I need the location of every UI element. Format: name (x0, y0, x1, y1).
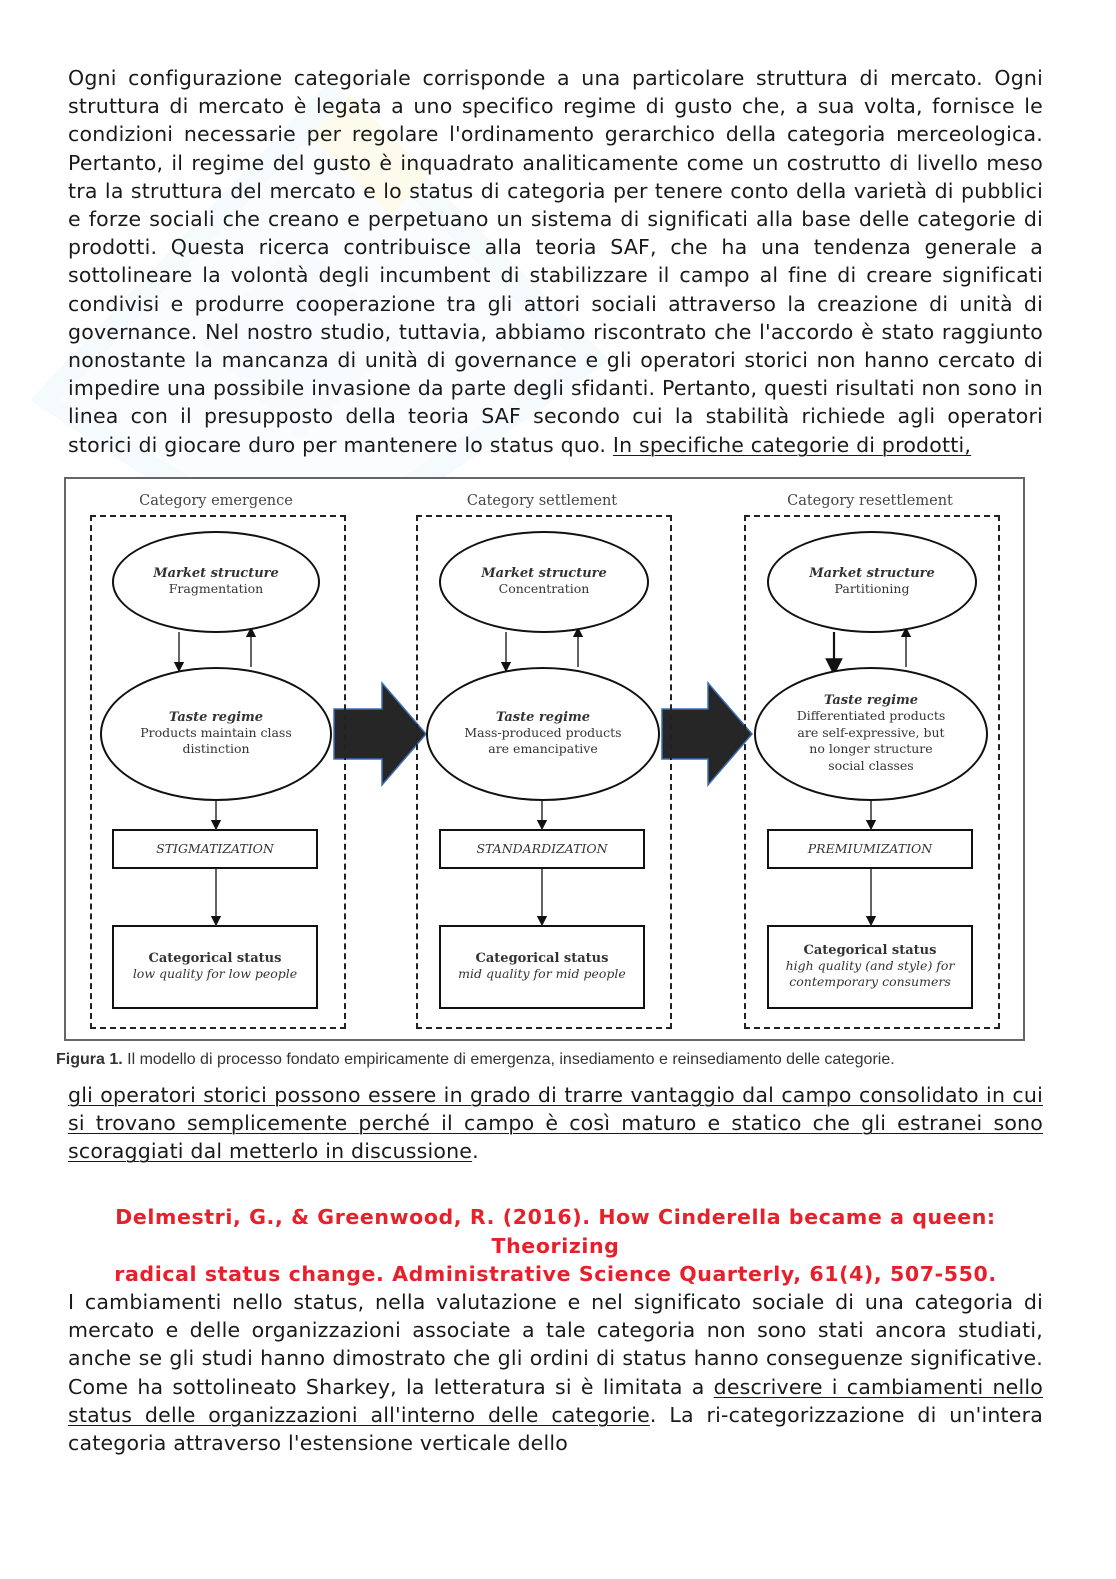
underlined-status-changes-phrase: descrivere i cambiamenti nello status delle organizzazioni all'interno delle categorie (68, 1374, 1043, 1427)
categorical-status-label-1: Categorical status (148, 951, 282, 967)
categorical-status-line-3-2: contemporary consumers (789, 974, 951, 990)
market-structure-label-1: Market structure (153, 566, 279, 582)
figure-caption-label: Figura 1. (56, 1050, 123, 1068)
column-title-settlement: Category settlement (466, 492, 618, 509)
market-structure-value-3: Partitioning (834, 581, 910, 597)
market-structure-label-2: Market structure (481, 566, 607, 582)
taste-regime-label-3: Taste regime (823, 693, 919, 709)
market-structure-value-2: Concentration (498, 581, 590, 597)
process-box-standardization: STANDARDIZATION (439, 829, 645, 869)
taste-regime-line-2-1: Mass-produced products (464, 724, 622, 740)
categorical-status-line-3-1: high quality (and style) for (785, 957, 955, 973)
categorical-status-line-1-1: low quality for low people (132, 966, 298, 982)
ellipse-taste-regime-3 (754, 667, 988, 801)
column-title-emergence: Category emergence (139, 492, 293, 509)
ellipse-taste-regime-2 (426, 667, 660, 801)
paragraph-saf-theory-text: Ogni configurazione categoriale corrisponde a una particolare struttura di mercato. Ogni struttura di mercato è legata a uno specifico regime di gusto che, a sua volta, fornisce le condizioni necessarie per regolare l'ordinamento gerarchico della categoria merceologica. Pertanto, il regime del gusto è inquadrato analiticamente come un costrutto di livello meso tra la struttura del mercato e lo status di categoria per tenere conto della varietà di pubblici e forze sociali che creano e perpetuano un sistema di significati alla base delle categorie di prodotti. Questa ricerca contribuisce alla teoria SAF, che ha una tendenza generale a sottolineare la volontà degli incumbent di stabilizzare il campo al fine di creare significati condivisi e produrre cooperazione tra gli attori sociali attraverso la creazione di unità di governance. Nel nostro studio, tuttavia, abbiamo riscontrato che l'accordo è stato raggiunto nonostante la mancanza di unità di governance e gli operatori storici non hanno cercato di impedire una possibile invasione da parte degli sfidanti. Pertanto, questi risultati non sono in linea con il presupposto della teoria SAF secondo cui la stabilità richiede agli operatori storici di giocare duro per mantenere lo status quo. (68, 66, 1043, 457)
taste-regime-line-3-2: are self-expressive, but (797, 724, 945, 740)
ellipse-market-structure-3 (767, 531, 977, 633)
paragraph-saf-theory (68, 64, 1043, 459)
figure-caption-text: Il modello di processo fondato empiricamente di emergenza, insediamento e reinsediamento delle categorie. (122, 1050, 895, 1068)
market-structure-label-3: Market structure (809, 566, 935, 582)
paragraph-incumbents-end: . (472, 1139, 479, 1164)
figure-1 (56, 477, 1025, 1069)
taste-regime-line-3-1: Differentiated products (796, 708, 946, 724)
categorical-status-label-3: Categorical status (803, 942, 937, 958)
process-box-stigmatization: STIGMATIZATION (112, 829, 318, 869)
taste-regime-line-3-4: social classes (828, 757, 914, 773)
market-structure-value-1: Fragmentation (168, 581, 264, 597)
categorical-status-label-2: Categorical status (475, 951, 609, 967)
ellipse-market-structure-2 (439, 531, 649, 633)
underlined-incumbents-sentence: gli operatori storici possono essere in grado di trarre vantaggio dal campo consolidato in cui si trovano semplicemente perché il campo è così maturo e statico che gli estranei sono scoraggiati dal metterlo in discussione (68, 1082, 1043, 1164)
paragraph-status-changes (68, 1288, 1043, 1457)
taste-regime-line-1-1: Products maintain class (140, 724, 292, 740)
process-model-diagram (64, 477, 1025, 1041)
taste-regime-label-2: Taste regime (495, 709, 591, 725)
underlined-phrase-start: In specifiche categorie di prodotti, (612, 432, 972, 457)
paragraph-status-changes-after: . La ri-categorizzazione di un'intera categoria attraverso l'estensione verticale dello (68, 1402, 1043, 1456)
status-box-resettlement (767, 925, 973, 1009)
column-title-resettlement: Category resettlement (787, 492, 953, 509)
reference-line-1: Delmestri, G., & Greenwood, R. (2016). How Cinderella became a queen: Theorizing (115, 1205, 996, 1258)
categorical-status-line-2-1: mid quality for mid people (458, 966, 626, 982)
big-arrow-settlement-to-resettlement (662, 683, 752, 785)
taste-regime-label-1: Taste regime (168, 709, 264, 725)
process-box-premiumization: PREMIUMIZATION (767, 829, 973, 869)
page-content (56, 64, 1043, 1457)
big-arrow-emergence-to-settlement (334, 683, 426, 785)
taste-regime-line-1-2: distinction (182, 741, 250, 757)
paragraph-incumbents (68, 1081, 1043, 1166)
taste-regime-line-3-3: no longer structure (809, 741, 933, 757)
status-box-settlement (439, 925, 645, 1009)
reference-citation (68, 1203, 1043, 1288)
figure-caption (56, 1051, 1025, 1069)
ellipse-market-structure-1 (112, 531, 320, 633)
ellipse-taste-regime-1 (100, 667, 332, 801)
taste-regime-line-2-2: are emancipative (488, 741, 598, 757)
status-box-emergence (112, 925, 318, 1009)
paragraph-status-changes-text: I cambiamenti nello status, nella valutazione e nel significato sociale di una categoria di mercato e delle organizzazioni associate a tale categoria non sono stati ancora studiati, anche se gli studi hanno dimostrato che gli ordini di status hanno conseguenze significative. Come ha sottolineato Sharkey, la letteratura si è limitata a (68, 1290, 1043, 1399)
reference-line-2: radical status change. Administrative Science Quarterly, 61(4), 507-550. (114, 1261, 997, 1286)
